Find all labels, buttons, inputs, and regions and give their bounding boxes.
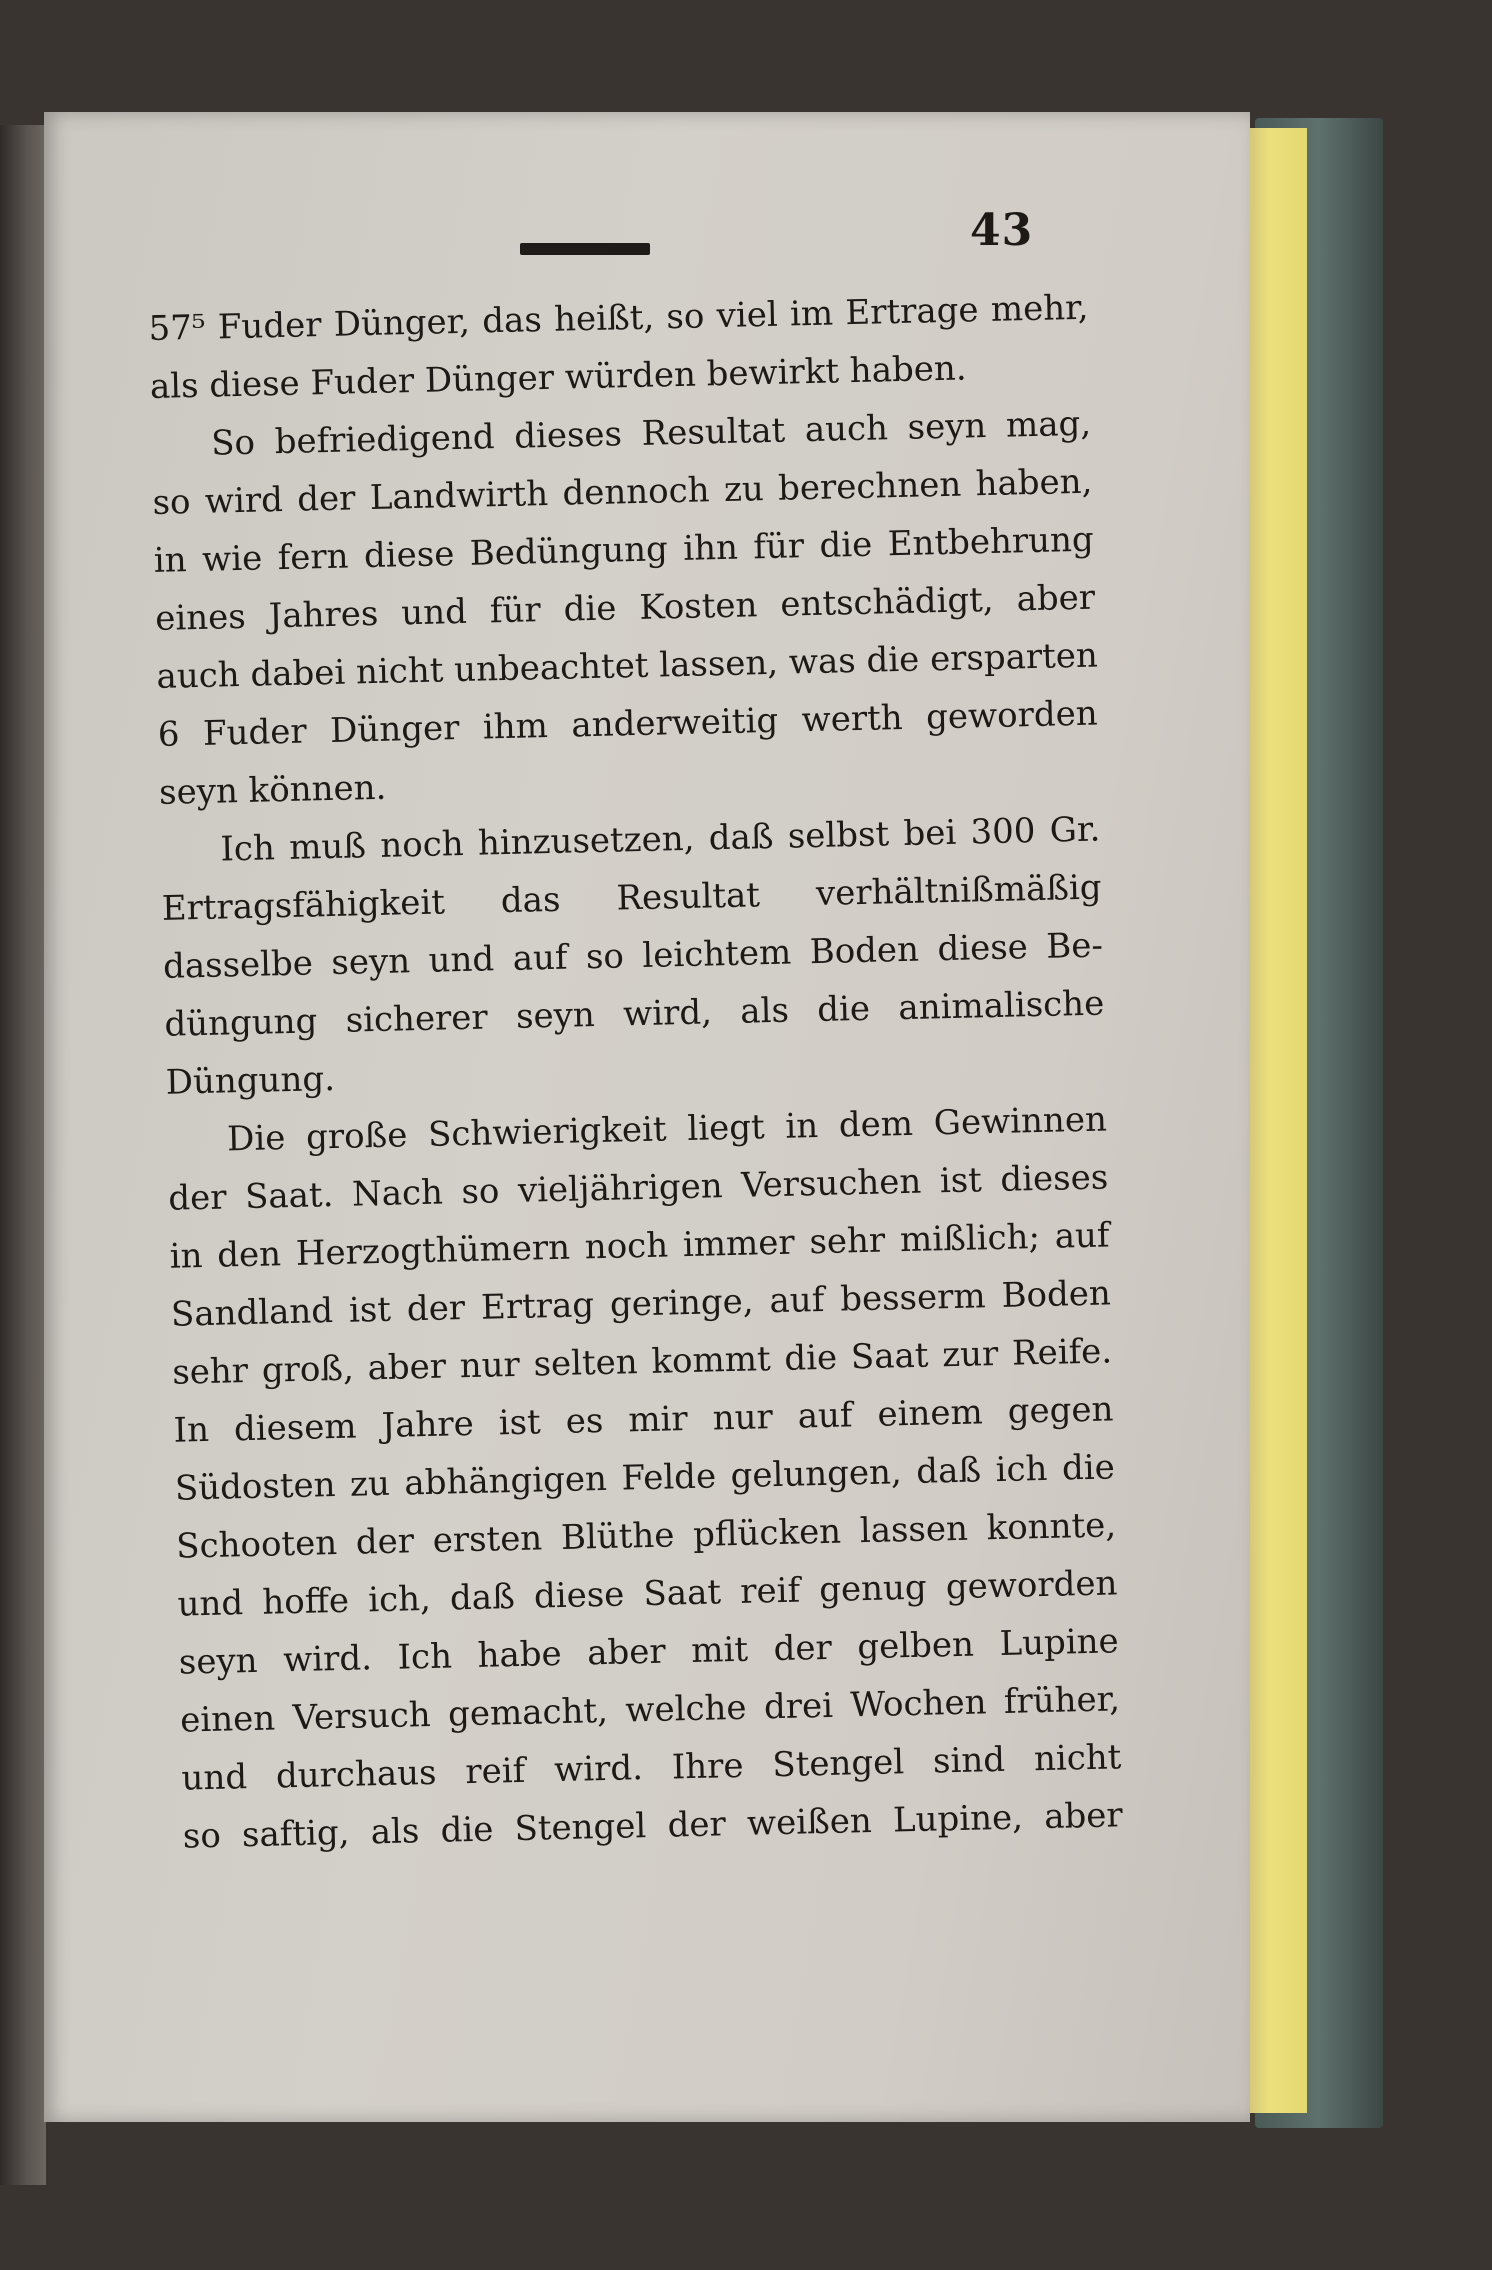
page-number: 43 [970, 205, 1034, 256]
text-line: als diese Fuder Dünger würden bewirkt haben. [149, 348, 967, 407]
text-line: dasselbe seyn und auf so leichtem Boden diese Be- [162, 925, 1104, 987]
text-line: in den Herzogthümern noch immer sehr mißlich; auf [169, 1215, 1110, 1277]
text-line: der Saat. Nach so vieljährigen Versuchen ist dieses [167, 1157, 1109, 1219]
text-line: Ich muß noch hinzusetzen, daß selbst bei 300 Gr. [220, 809, 1101, 870]
text-line: düngung sicherer seyn wird, als die animalische [163, 983, 1105, 1045]
text-line: In diesem Jahre ist es mir nur auf einem gegen [173, 1389, 1114, 1451]
text-line: Ertragsfähigkeit das Resultat verhältnißmäßig [161, 867, 1103, 929]
text-line: Südosten zu abhängigen Felde gelungen, daß ich die [174, 1447, 1116, 1509]
text-line: eines Jahres und für die Kosten entschädigt, aber [154, 577, 1096, 639]
text-line: So befriedigend dieses Resultat auch seyn mag, [210, 403, 1092, 464]
text-line: 57⁵ Fuder Dünger, das heißt, so viel im Ertrage mehr, [148, 287, 1089, 349]
text-line: Sandland ist der Ertrag geringe, auf besserm Boden [170, 1273, 1112, 1335]
text-line: Die große Schwierigkeit liegt in dem Gewinnen [226, 1099, 1108, 1160]
text-line: Schooten der ersten Blüthe pflücken lassen konnte, [175, 1505, 1117, 1567]
text-line: auch dabei nicht unbeachtet lassen, was die ersparten [156, 635, 1099, 697]
text-line: so saftig, als die Stengel der weißen Lupine, aber [182, 1795, 1124, 1857]
text-line: und durchaus reif wird. Ihre Stengel sind nicht [181, 1737, 1122, 1799]
text-line: so wird der Landwirth dennoch zu berechnen haben, [152, 461, 1093, 523]
header-rule [520, 243, 650, 255]
page-stack-edge [1245, 128, 1307, 2113]
body-text [148, 279, 1123, 1866]
text-line: seyn wird. Ich habe aber mit der gelben Lupine [178, 1621, 1120, 1683]
text-line: sehr groß, aber nur selten kommt die Saat zur Reife. [171, 1331, 1113, 1393]
previous-page-edge [0, 125, 46, 2185]
text-line: in wie fern diese Bedüngung ihn für die Entbehrung [153, 519, 1095, 581]
text-line: einen Versuch gemacht, welche drei Wochen früher, [179, 1679, 1121, 1741]
text-line: 6 Fuder Dünger ihm anderweitig werth geworden [157, 693, 1099, 755]
text-line: seyn können. [158, 767, 387, 813]
text-line: Düngung. [165, 1058, 336, 1103]
text-line: und hoffe ich, daß diese Saat reif genug geworden [177, 1563, 1118, 1625]
